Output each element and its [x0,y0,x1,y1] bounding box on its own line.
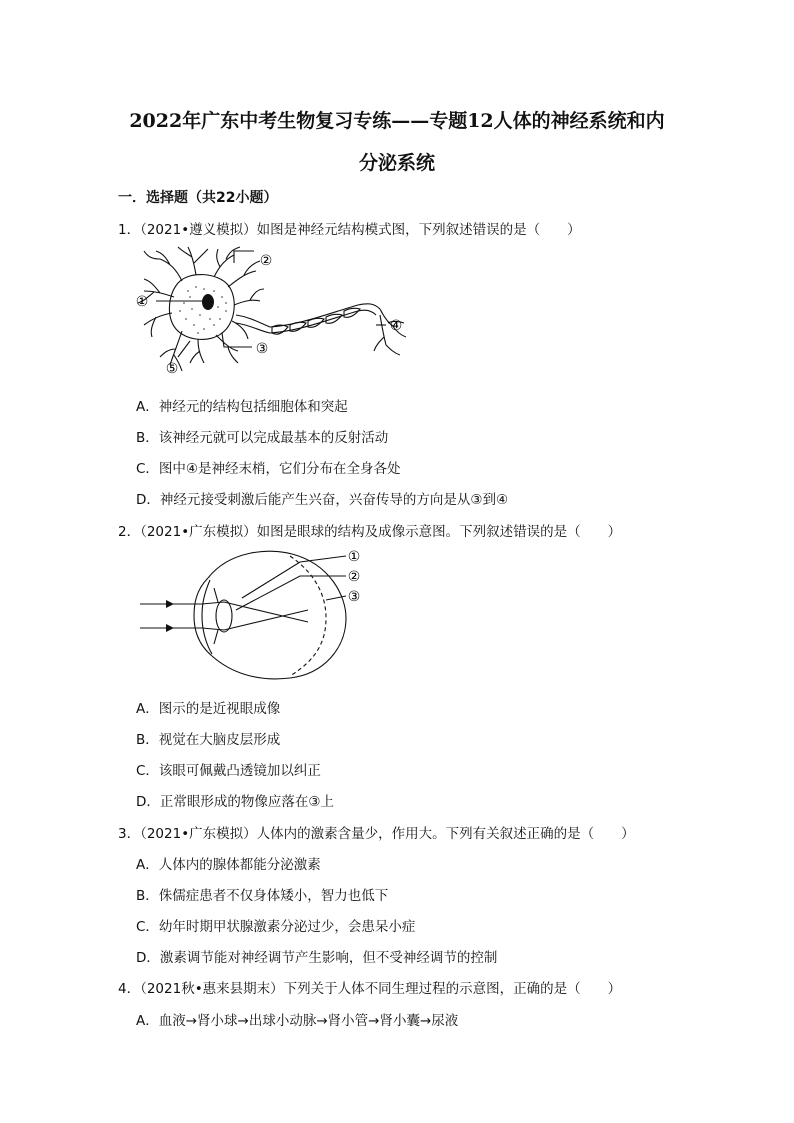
neuron-label-2: ② [259,253,273,269]
q1-option-c: C．图中④是神经末梢，它们分布在全身各处 [136,461,401,477]
eye-label-2: ② [347,569,361,585]
q1-option-d: D．神经元接受刺激后能产生兴奋，兴奋传导的方向是从③到④ [136,492,509,508]
q4-option-a: A．血液→肾小球→出球小动脉→肾小管→肾小囊→尿液 [136,1013,459,1029]
question-4-stem: 4．（2021秋•惠来县期末）下列关于人体不同生理过程的示意图，正确的是（ ） [118,981,622,997]
document-title-line1: 2022年广东中考生物复习专练——专题12人体的神经系统和内 [129,110,665,132]
q2-option-b: B．视觉在大脑皮层形成 [136,732,281,748]
question-3-stem: 3．（2021•广东模拟）人体内的激素含量少，作用大。下列有关叙述正确的是（ ） [118,826,635,842]
eye-label-1: ① [347,549,361,565]
q2-option-d: D．正常眼形成的物像应落在③上 [136,794,334,810]
q3-option-a: A．人体内的腺体都能分泌激素 [136,857,321,873]
neuron-label-1: ① [135,294,149,310]
q3-option-b: B．侏儒症患者不仅身体矮小，智力也低下 [136,888,389,904]
document-title-line2: 分泌系统 [358,152,435,174]
q3-option-c: C．幼年时期甲状腺激素分泌过少，会患呆小症 [136,919,416,935]
q2-option-a: A．图示的是近视眼成像 [136,701,281,717]
neuron-label-4: ④ [389,318,403,334]
question-2-stem: 2．（2021•广东模拟）如图是眼球的结构及成像示意图。下列叙述错误的是（ ） [118,524,622,540]
neuron-label-5: ⑤ [165,361,179,377]
q1-option-b: B．该神经元就可以完成最基本的反射活动 [136,430,389,446]
q2-option-c: C．该眼可佩戴凸透镜加以纠正 [136,763,321,779]
section-heading: 一．选择题（共22小题） [118,190,278,206]
neuron-label-3: ③ [255,341,269,357]
neuron-diagram [130,245,420,380]
q1-option-a: A．神经元的结构包括细胞体和突起 [136,399,348,415]
question-1-stem: 1．（2021•遵义模拟）如图是神经元结构模式图，下列叙述错误的是（ ） [118,222,581,238]
q3-option-d: D．激素调节能对神经调节产生影响，但不受神经调节的控制 [136,950,498,966]
eye-diagram [140,544,380,684]
eye-label-3: ③ [347,589,361,605]
